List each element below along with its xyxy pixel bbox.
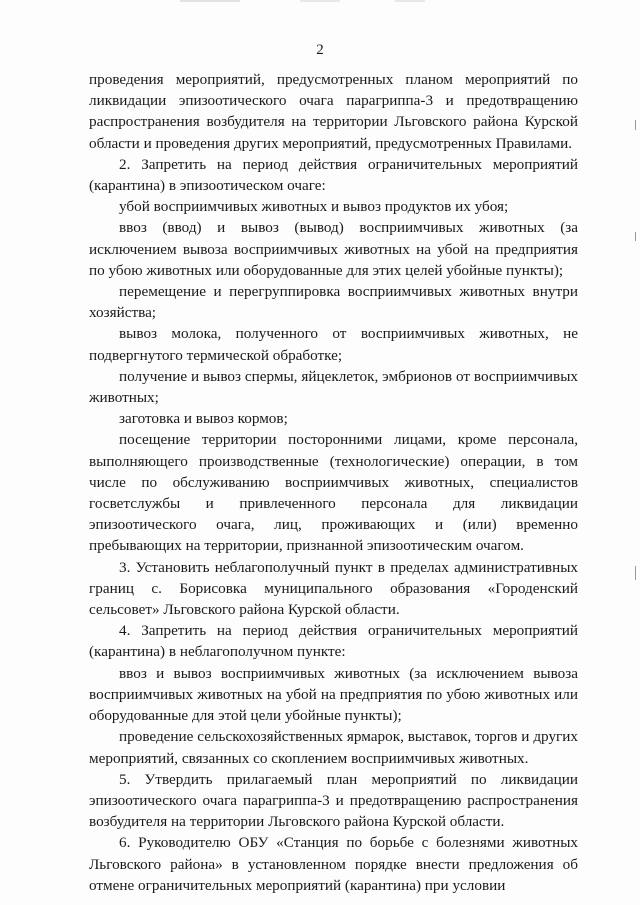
scan-edge-mark: [635, 120, 636, 130]
paragraph: получение и вывоз спермы, яйцеклеток, эмбрионов от восприимчивых животных;: [89, 367, 578, 407]
scan-artifact: [395, 0, 425, 2]
page-number: 2: [316, 42, 324, 58]
paragraph: 2. Запретить на период действия ограничительных мероприятий (карантина) в эпизоотическом очаге:: [89, 155, 578, 195]
paragraph: перемещение и перегруппировка восприимчивых животных внутри хозяйства;: [89, 283, 578, 322]
paragraph: убой восприимчивых животных и вывоз продуктов их убоя;: [119, 198, 509, 216]
document-body: [89, 69, 578, 896]
paragraph: вывоз молока, полученного от восприимчивых животных, не подвергнутого термической обработке;: [89, 325, 578, 364]
scan-edge-mark: [635, 566, 636, 580]
scan-artifact: [300, 0, 340, 2]
scan-artifact: [180, 0, 240, 2]
paragraph: заготовка и вывоз кормов;: [119, 410, 288, 428]
paragraph: 6. Руководителю ОБУ «Станция по борьбе с болезнями животных Льговского района» в установленном порядке внести предложения об отмене ограничительных мероприятий (карантина) при условии: [89, 834, 578, 894]
paragraph: проведение сельскохозяйственных ярмарок, выставок, торгов и других мероприятий, связанных со скоплением восприимчивых животных.: [89, 728, 578, 767]
paragraph: ввоз (ввод) и вывоз (вывод) восприимчивых животных (за исключением вывоза восприимчивых животных на убой на предприятия по убою животных или оборудованные для этих целей убойные пункты);: [89, 219, 578, 279]
paragraph: 5. Утвердить прилагаемый план мероприятий по ликвидации эпизоотического очага парагриппа-3 и предотвращению распространения возбудителя на территории Льговского района Курской области.: [89, 770, 578, 831]
paragraph: проведения мероприятий, предусмотренных планом мероприятий по ликвидации эпизоотического очага парагриппа-3 и предотвращению распространения возбудителя на территории Льговского района Курской области и проведения других мероприятий, предусмотренных Правилами.: [89, 71, 578, 152]
paragraph: ввоз и вывоз восприимчивых животных (за исключением вывоза восприимчивых животных на убой на предприятия по убою животных или оборудованные для этой цели убойные пункты);: [89, 664, 578, 725]
scan-edge-mark: [635, 232, 636, 241]
paragraph: 4. Запретить на период действия ограничительных мероприятий (карантина) в неблагополучном пункте:: [89, 622, 578, 661]
paragraph: посещение территории посторонними лицами, кроме персонала, выполняющего производственные (технологические) операции, в том числе по обслуживанию восприимчивых животных, специалистов госветслужбы и привлеченного персонала для ликвидации эпизоотического очага, лиц, проживающих и (или) временно пребывающих на территории, признанной эпизоотическим очагом.: [89, 431, 578, 555]
paragraph: 3. Установить неблагополучный пункт в пределах административных границ с. Борисовка муниципального образования «Городенский сельсовет» Льговского района Курской области.: [89, 558, 578, 619]
